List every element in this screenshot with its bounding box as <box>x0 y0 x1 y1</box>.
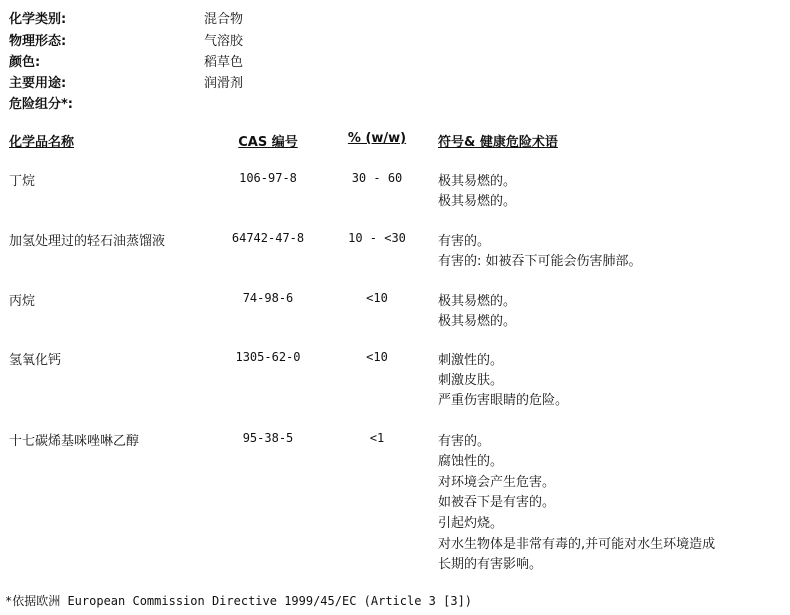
row-risk-phrase: 极其易燃的。 <box>438 194 517 209</box>
property-label-physical-form: 物理形态: <box>9 34 67 49</box>
row-cas-number: 64742-47-8 <box>231 231 305 245</box>
row-cas-number: 74-98-6 <box>242 291 294 305</box>
row-chemical-name: 十七碳烯基咪唑啉乙醇 <box>9 434 140 449</box>
property-label-hazardous-components: 危险组分*: <box>9 97 73 112</box>
row-chemical-name: 加氢处理过的轻石油蒸馏液 <box>9 234 166 249</box>
row-percent: <10 <box>366 350 388 364</box>
row-risk-phrase: 长期的有害影响。 <box>438 557 543 572</box>
header-risk-phrases: 符号& 健康危险术语 <box>438 135 558 150</box>
row-risk-phrase: 引起灼烧。 <box>438 516 504 531</box>
row-percent: <10 <box>366 291 388 305</box>
header-chemical-name: 化学品名称 <box>9 135 75 150</box>
property-value-color: 稻草色 <box>204 55 244 70</box>
row-chemical-name: 氢氧化钙 <box>9 353 62 368</box>
header-percent: % (w/w) <box>347 131 407 146</box>
property-value-physical-form: 气溶胶 <box>204 34 244 49</box>
row-chemical-name: 丁烷 <box>9 174 36 189</box>
row-percent: <1 <box>369 431 385 445</box>
property-label-chemical-category: 化学类别: <box>9 12 67 27</box>
row-cas-number: 95-38-5 <box>242 431 294 445</box>
row-percent: 10 - <30 <box>348 231 406 245</box>
property-label-main-use: 主要用途: <box>9 76 67 91</box>
row-risk-phrase: 严重伤害眼睛的危险。 <box>438 393 569 408</box>
row-risk-phrase: 有害的。 <box>438 234 491 249</box>
row-chemical-name: 丙烷 <box>9 294 36 309</box>
row-risk-phrase: 有害的: 如被吞下可能会伤害肺部。 <box>438 254 642 269</box>
header-cas-number: CAS 编号 <box>238 135 298 150</box>
row-risk-phrase: 极其易燃的。 <box>438 314 517 329</box>
row-risk-phrase: 对水生物体是非常有毒的,并可能对水生环境造成 <box>438 537 716 552</box>
row-risk-phrase: 刺激性的。 <box>438 353 504 368</box>
row-cas-number: 1305-62-0 <box>235 350 301 364</box>
property-value-main-use: 润滑剂 <box>204 76 244 91</box>
row-risk-phrase: 极其易燃的。 <box>438 294 517 309</box>
footnote: *依据欧洲 European Commission Directive 1999/45/EC (Article 3 [3]) <box>5 594 473 608</box>
row-risk-phrase: 腐蚀性的。 <box>438 454 504 469</box>
property-label-color: 颜色: <box>9 55 41 70</box>
row-cas-number: 106-97-8 <box>239 171 297 185</box>
row-risk-phrase: 有害的。 <box>438 434 491 449</box>
row-risk-phrase: 如被吞下是有害的。 <box>438 495 556 510</box>
row-risk-phrase: 刺激皮肤。 <box>438 373 504 388</box>
property-value-chemical-category: 混合物 <box>204 12 244 27</box>
row-risk-phrase: 对环境会产生危害。 <box>438 475 556 490</box>
row-risk-phrase: 极其易燃的。 <box>438 174 517 189</box>
row-percent: 30 - 60 <box>351 171 403 185</box>
